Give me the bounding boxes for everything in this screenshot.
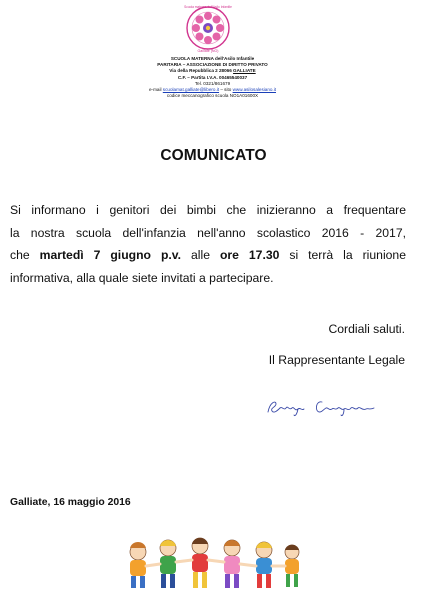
handwritten-signature (264, 394, 382, 420)
letterhead-school: SCUOLA MATERNA dell'Asilo Infantile (170, 56, 255, 61)
children-illustration (122, 530, 306, 598)
body-line-1: Si informano i genitori dei bimbi che inizieranno a frequentare (10, 203, 406, 217)
letterhead-address: Via della Repubblica 2 28066 GALLIATE (169, 68, 256, 74)
email-link[interactable]: scuolamat.galliate@libero.it (162, 87, 220, 93)
legal-representative: Il Rappresentante Legale (268, 353, 405, 367)
flower-emblem (187, 7, 229, 49)
notice-body (10, 199, 406, 289)
body-line-2: la nostra scuola dell'infanzia nell'anno scolastico 2016 - 2017, (10, 225, 406, 240)
letterhead-phone: Tel. 0321/861679 (194, 80, 231, 86)
meeting-date: martedì 7 giugno p.v. (39, 248, 182, 262)
letterhead-vat: C.F. – Partita I.V.A. 00465540037 (177, 74, 248, 80)
school-logo (171, 4, 245, 54)
child-figure (256, 542, 272, 588)
website-link[interactable]: www.asilosalesiano.it (232, 87, 276, 93)
letterhead (90, 56, 335, 99)
document-date: Galliate, 16 maggio 2016 (10, 497, 131, 508)
salutation: Cordiali saluti. (328, 322, 405, 336)
child-figure (285, 545, 299, 587)
meeting-time: ore 17.30 (219, 248, 280, 262)
body-line-3: che martedì 7 giugno p.v. alle ore 17.30 si terrà la riunione (10, 248, 406, 262)
child-figure (160, 540, 176, 588)
letterhead-school-code: codice meccanografico scuola NO1A01600X (166, 93, 259, 99)
child-figure (130, 542, 146, 588)
letterhead-legal-status: PARITARIA – ASSOCIAZIONE DI DIRITTO PRIVATO (157, 62, 268, 68)
logo-ring-text: Scuola materna dell'Asilo Infantile (184, 5, 232, 9)
body-line-4: informativa, alla quale siete invitati a partecipare. (10, 270, 274, 285)
child-figure (224, 540, 240, 588)
child-figure (192, 538, 208, 588)
document-title: COMUNICATO (160, 147, 267, 164)
logo-place: Galliate (NO) (197, 49, 219, 53)
letterhead-contacts: e-mail scuolamat.galliate@libero.it – sito www.asilosalesiano.it (149, 87, 276, 93)
